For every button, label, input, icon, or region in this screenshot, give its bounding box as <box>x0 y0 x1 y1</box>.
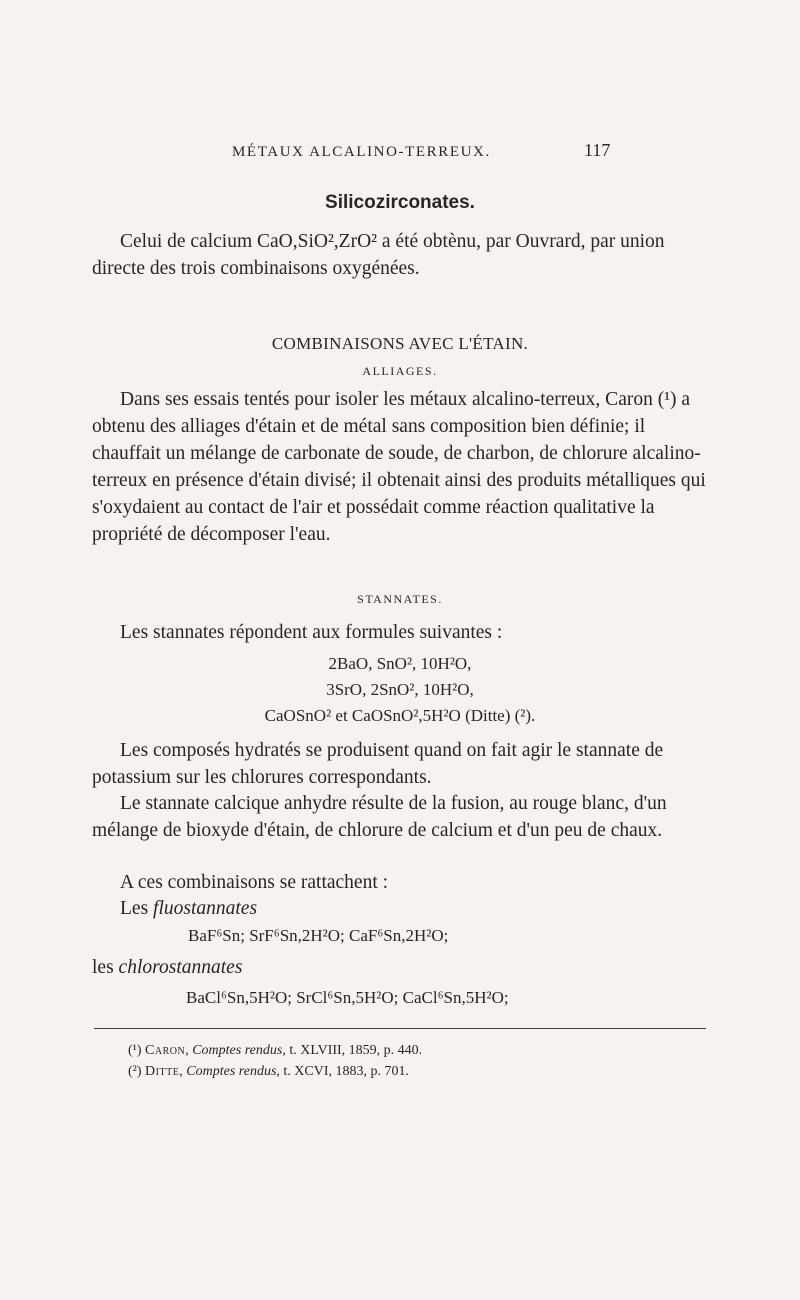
section-title-combinaisons-etain: COMBINAISONS AVEC L'ÉTAIN. <box>271 334 529 353</box>
subheading-stannates: STANNATES. <box>357 592 443 606</box>
stannates-paragraph-rattachent: A ces combinaisons se rattachent : <box>120 872 389 893</box>
stannates-paragraph-anhydre: Le stannate calcique anhydre résulte de la fusion, au rouge blanc, d'un mélange de bioxyde d'étain, de chlorure de calcium et d'un peu de chaux. <box>92 793 667 841</box>
footnote-marker: (¹) <box>128 1043 142 1058</box>
page-number: 117 <box>584 140 611 160</box>
formula-line: 3SrO, 2SnO², 10H²O, <box>326 680 474 699</box>
fluostannates-prefix: Les <box>120 898 154 919</box>
footnote-journal: Comptes rendus <box>186 1064 277 1079</box>
footnote-author: Caron <box>145 1043 186 1058</box>
formula-line: 2BaO, SnO², 10H²O, <box>328 654 472 673</box>
formula-line: CaOSnO² et CaOSnO²,5H²O (Ditte) (²). <box>264 706 536 725</box>
stannates-paragraph-hydrates: Les composés hydratés se produisent quand on fait agir le stannate de potassium sur les chlorures correspondants. <box>92 740 664 788</box>
silicozirconates-paragraph: Celui de calcium CaO,SiO²,ZrO² a été obtènu, par Ouvrard, par union directe des trois combinaisons oxygénées. <box>92 231 665 279</box>
fluostannates-label: fluostannates <box>153 898 258 919</box>
chlorostannates-line <box>92 954 242 981</box>
footnote-details: , t. XLVIII, 1859, p. 440. <box>282 1043 423 1058</box>
subheading-alliages: ALLIAGES. <box>362 364 438 378</box>
section-title-silicozirconates: Silicozirconates. <box>325 192 475 213</box>
footnote-marker: (²) <box>128 1064 142 1079</box>
footnote-author: Ditte <box>145 1064 180 1079</box>
alliages-paragraph: Dans ses essais tentés pour isoler les métaux alcalino-terreux, Caron (¹) a obtenu des alliages d'étain et de métal sans composition bien définie; il chauffait un mélange de carbonate de soude, de charbon, de chlorure alcalino-terreux en présence d'étain divisé; il obtenait ainsi des produits métalliques qui s'oxydaient au contact de l'air et possédait comme réaction qualitative la propriété de décomposer l'eau. <box>92 389 706 545</box>
footnote-rule <box>94 1028 706 1029</box>
running-head: MÉTAUX ALCALINO-TERREUX. <box>232 144 491 160</box>
chlorostannates-formula: BaCl⁶Sn,5H²O; SrCl⁶Sn,5H²O; CaCl⁶Sn,5H²O; <box>186 988 509 1007</box>
stannates-intro: Les stannates répondent aux formules suivantes : <box>120 622 503 643</box>
chlorostannates-label: chlorostannates <box>118 957 243 978</box>
footnote-details: , t. XCVI, 1883, p. 701. <box>276 1064 410 1079</box>
footnote-journal: Comptes rendus <box>192 1043 283 1058</box>
footnote-caron: (¹) Caron, Comptes rendus, t. XLVIII, 1859, p. 440. <box>128 1043 423 1058</box>
chlorostannates-prefix: les <box>92 957 119 978</box>
fluostannates-formula: BaF⁶Sn; SrF⁶Sn,2H²O; CaF⁶Sn,2H²O; <box>188 926 449 945</box>
fluostannates-line <box>92 895 708 922</box>
footnote-ditte: (²) Ditte, Comptes rendus, t. XCVI, 1883, p. 701. <box>128 1064 410 1079</box>
